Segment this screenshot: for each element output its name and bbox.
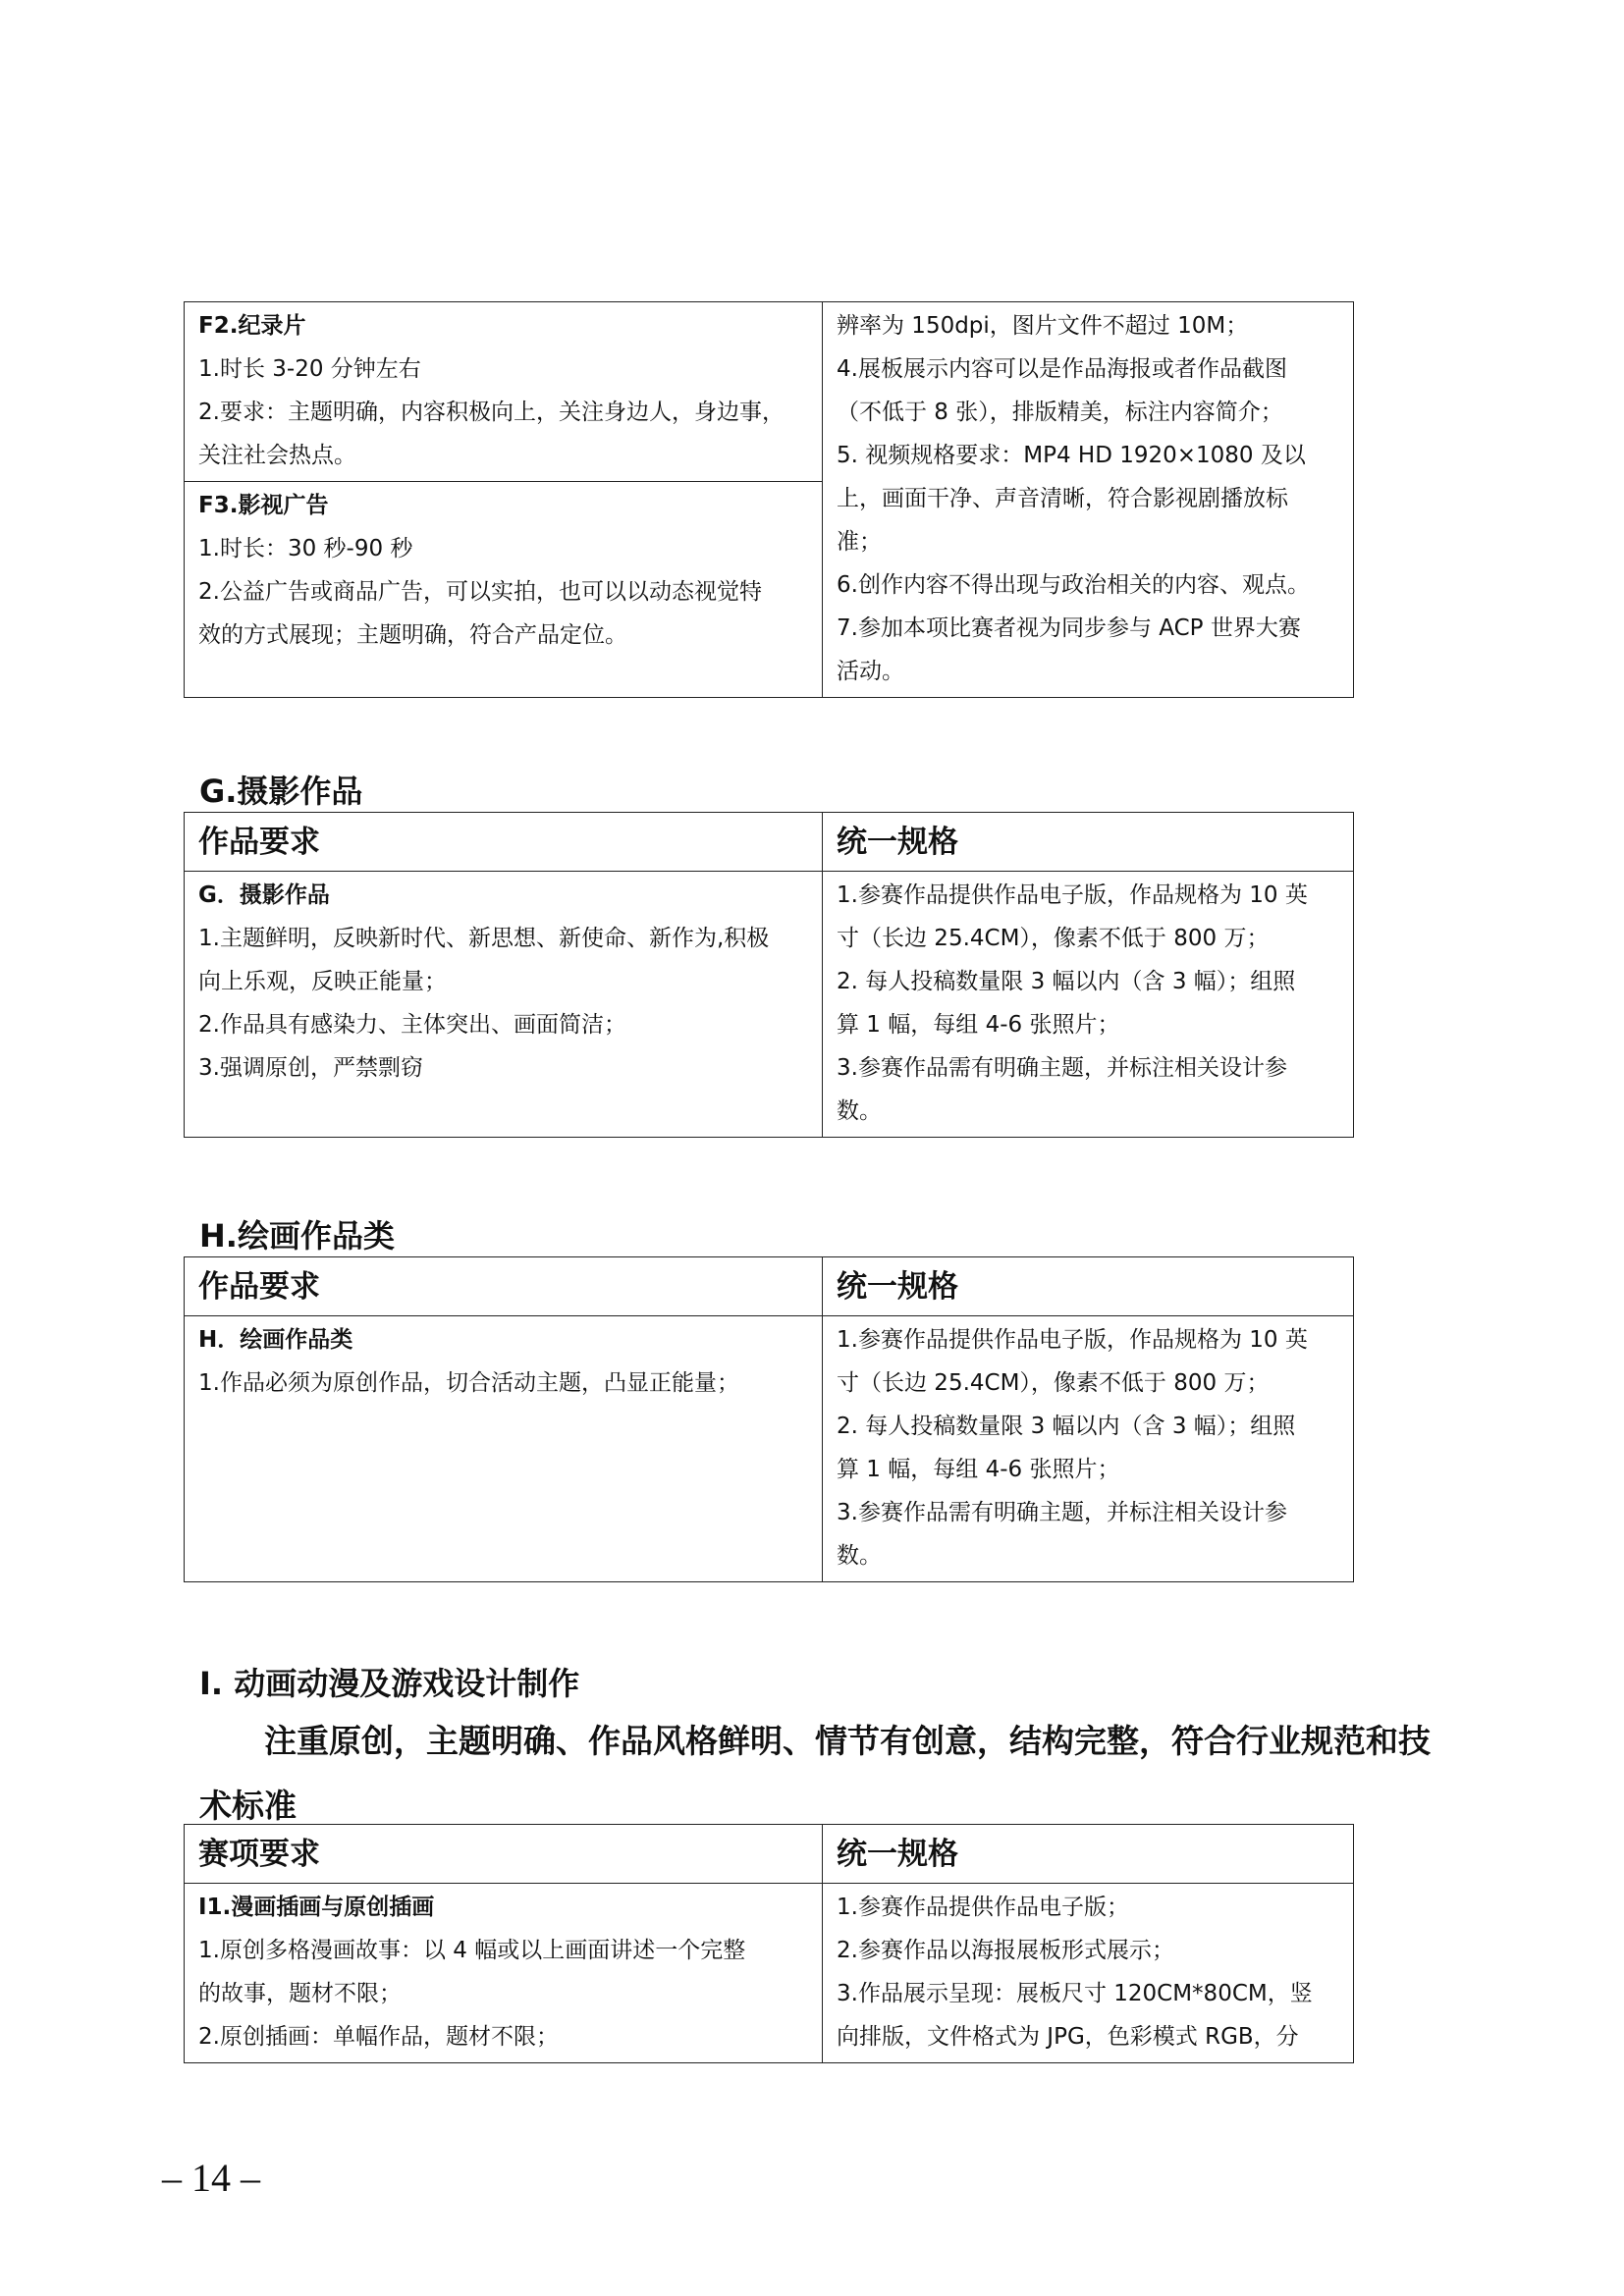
h-spec-line: 2. 每人投稿数量限 3 幅以内（含 3 幅）；组照 [837, 1414, 1296, 1439]
table-g [184, 812, 1354, 1138]
g-line: 向上乐观，反映正能量； [198, 969, 447, 994]
table-h-header-spec: 统一规格 [823, 1257, 1354, 1316]
f-spec-line: 辨率为 150dpi，图片文件不超过 10M； [837, 313, 1249, 339]
h-requirements-cell [185, 1316, 823, 1582]
page-number: – 14 – [162, 2156, 260, 2200]
f-spec-cell [823, 302, 1354, 698]
i1-line: 2.原创插画：单幅作品，题材不限； [198, 2024, 559, 2050]
h-spec-line: 算 1 幅，每组 4-6 张照片； [837, 1457, 1120, 1482]
i1-title: I1.漫画插画与原创插画 [198, 1895, 435, 1920]
h-spec-line: 数。 [837, 1543, 882, 1569]
table-i-header-spec: 统一规格 [823, 1825, 1354, 1884]
g-spec-line: 3.参赛作品需有明确主题，并标注相关设计参 [837, 1055, 1287, 1081]
i1-spec-cell [823, 1884, 1354, 2063]
table-f-continuation [184, 301, 1354, 698]
section-i-intro [199, 1709, 1456, 1839]
f2-line: 关注社会热点。 [198, 443, 356, 468]
f-spec-line: 活动。 [837, 659, 904, 684]
f2-title: F2.纪录片 [198, 313, 306, 339]
f3-cell [185, 482, 823, 698]
g-line: 2.作品具有感染力、主体突出、画面简洁； [198, 1012, 626, 1038]
h-spec-line: 3.参赛作品需有明确主题，并标注相关设计参 [837, 1500, 1287, 1525]
f3-title: F3.影视广告 [198, 493, 329, 518]
f3-line: 2.公益广告或商品广告，可以实拍，也可以以动态视觉特 [198, 579, 762, 605]
f-spec-line: 4.展板展示内容可以是作品海报或者作品截图 [837, 356, 1287, 382]
f2-line: 2.要求：主题明确，内容积极向上，关注身边人，身边事， [198, 400, 785, 425]
g-spec-line: 寸（长边 25.4CM），像素不低于 800 万； [837, 926, 1270, 951]
section-h-heading: H.绘画作品类 [199, 1217, 395, 1255]
f3-line: 效的方式展现；主题明确，符合产品定位。 [198, 622, 627, 648]
section-i-intro-line1: 注重原创，主题明确、作品风格鲜明、情节有创意，结构完整，符合行业规范和技 [264, 1722, 1431, 1760]
g-spec-line: 1.参赛作品提供作品电子版，作品规格为 10 英 [837, 882, 1308, 908]
h-title: H．绘画作品类 [198, 1327, 353, 1353]
f3-line: 1.时长：30 秒-90 秒 [198, 536, 413, 561]
i1-spec-line: 1.参赛作品提供作品电子版； [837, 1895, 1129, 1920]
g-requirements-cell [185, 872, 823, 1138]
f-spec-line: 准； [837, 529, 882, 555]
g-spec-line: 2. 每人投稿数量限 3 幅以内（含 3 幅）；组照 [837, 969, 1296, 994]
i1-requirements-cell [185, 1884, 823, 2063]
i1-line: 1.原创多格漫画故事：以 4 幅或以上画面讲述一个完整 [198, 1938, 746, 1963]
table-g-header-requirements: 作品要求 [185, 813, 823, 872]
i1-spec-line: 2.参赛作品以海报展板形式展示； [837, 1938, 1174, 1963]
g-title: G．摄影作品 [198, 882, 330, 908]
i1-spec-line: 3.作品展示呈现：展板尺寸 120CM*80CM，竖 [837, 1981, 1313, 2006]
section-i-intro-line2: 术标准 [199, 1787, 297, 1825]
g-spec-line: 数。 [837, 1098, 882, 1124]
i1-spec-line: 向排版，文件格式为 JPG，色彩模式 RGB，分 [837, 2024, 1299, 2050]
g-line: 3.强调原创，严禁剽窃 [198, 1055, 423, 1081]
g-spec-cell [823, 872, 1354, 1138]
h-spec-cell [823, 1316, 1354, 1582]
table-i [184, 1824, 1354, 2063]
g-line: 1.主题鲜明，反映新时代、新思想、新使命、新作为,积极 [198, 926, 770, 951]
f-spec-line: （不低于 8 张），排版精美，标注内容简介； [837, 400, 1283, 425]
table-h [184, 1256, 1354, 1582]
h-spec-line: 1.参赛作品提供作品电子版，作品规格为 10 英 [837, 1327, 1308, 1353]
f-spec-line: 6.创作内容不得出现与政治相关的内容、观点。 [837, 572, 1310, 598]
f-spec-line: 7.参加本项比赛者视为同步参与 ACP 世界大赛 [837, 615, 1301, 641]
table-h-header-requirements: 作品要求 [185, 1257, 823, 1316]
f2-line: 1.时长 3-20 分钟左右 [198, 356, 421, 382]
f-spec-line: 上，画面干净、声音清晰，符合影视剧播放标 [837, 486, 1288, 511]
h-line: 1.作品必须为原创作品，切合活动主题，凸显正能量； [198, 1370, 739, 1396]
section-g-heading: G.摄影作品 [199, 773, 363, 810]
f-spec-line: 5. 视频规格要求：MP4 HD 1920×1080 及以 [837, 443, 1306, 468]
table-i-header-requirements: 赛项要求 [185, 1825, 823, 1884]
g-spec-line: 算 1 幅，每组 4-6 张照片； [837, 1012, 1120, 1038]
section-i-heading: I. 动画动漫及游戏设计制作 [199, 1665, 580, 1702]
f2-cell [185, 302, 823, 482]
h-spec-line: 寸（长边 25.4CM），像素不低于 800 万； [837, 1370, 1270, 1396]
i1-line: 的故事，题材不限； [198, 1981, 402, 2006]
table-g-header-spec: 统一规格 [823, 813, 1354, 872]
